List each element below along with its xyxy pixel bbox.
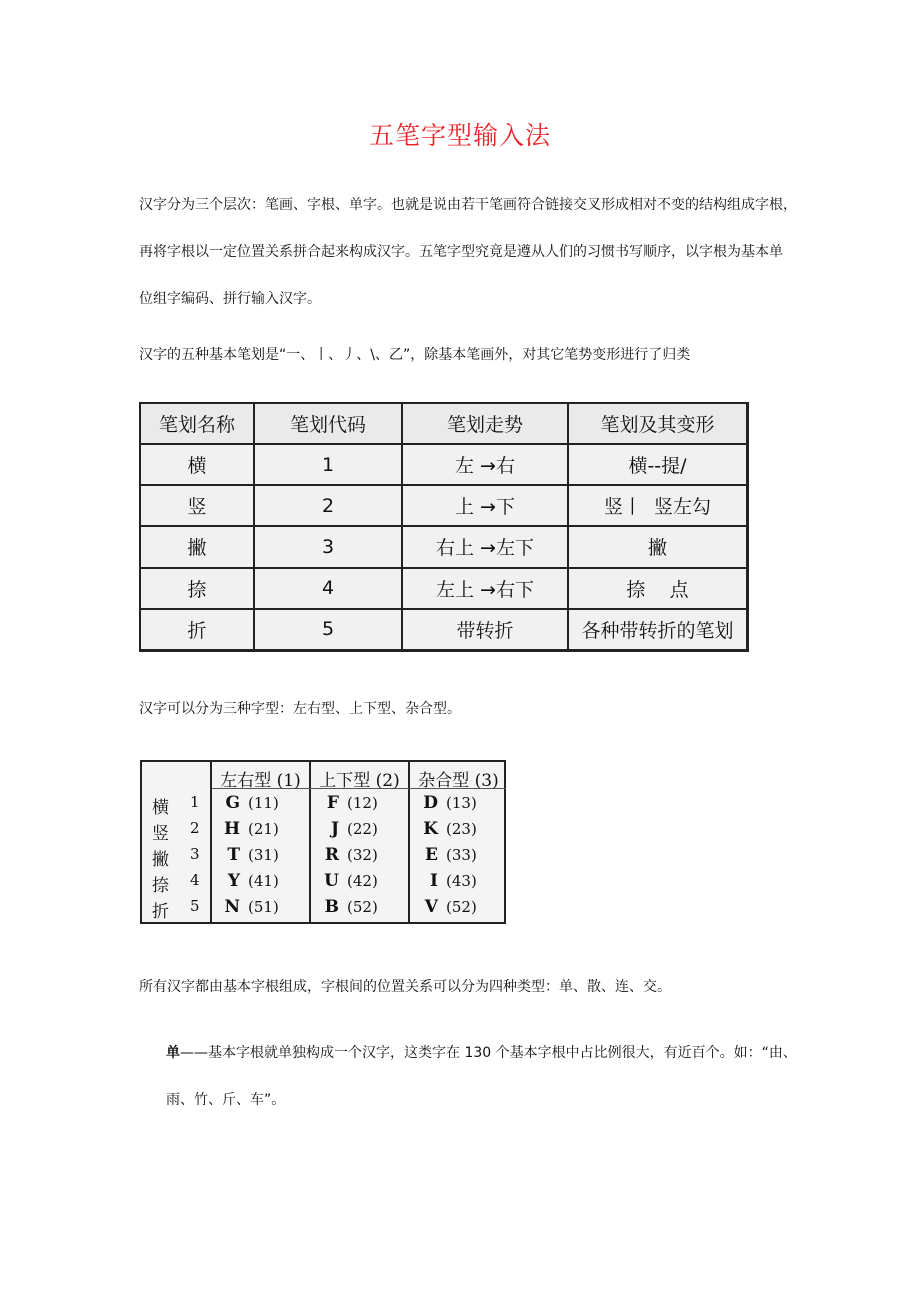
key-code: (33) xyxy=(446,846,477,864)
table-row xyxy=(140,485,748,526)
stroke-name: 横 xyxy=(152,798,169,818)
key-letter: B xyxy=(324,897,339,917)
table-cell: 左 →右 xyxy=(402,444,568,485)
stroke-number: 5 xyxy=(190,897,200,915)
table-cell: 上 →下 xyxy=(402,485,568,526)
table-cell: 带转折 xyxy=(402,609,568,651)
key-letter: I xyxy=(430,871,438,891)
table-cell: 横 xyxy=(140,444,254,485)
single-line: 雨、竹、斤、车”。 xyxy=(166,1092,286,1108)
relations-line: 所有汉字都由基本字根组成，字根间的位置关系可以分为四种类型：单、散、连、交。 xyxy=(139,979,671,995)
table-cell: 左上 →右下 xyxy=(402,568,568,609)
key-code: (42) xyxy=(347,872,378,890)
shape-cell xyxy=(212,845,309,865)
shape-cell xyxy=(212,897,309,917)
key-letter: F xyxy=(326,793,339,813)
table-cell: 竖丨 竖左勾 xyxy=(568,485,748,526)
shape-row xyxy=(142,869,508,895)
table-cell: 各种带转折的笔划 xyxy=(568,609,748,651)
table-cell: 右上 →左下 xyxy=(402,526,568,567)
table-cell: 5 xyxy=(254,609,402,651)
key-letter: J xyxy=(330,819,339,839)
shape-cell xyxy=(410,793,507,813)
key-code: (11) xyxy=(248,794,279,812)
shape-header: 上下型 (2) xyxy=(319,771,400,791)
table-row xyxy=(140,568,748,609)
stroke-name: 竖 xyxy=(152,824,169,844)
key-code: (52) xyxy=(347,898,378,916)
key-letter: Y xyxy=(227,871,240,891)
shapes-line: 汉字可以分为三种字型：左右型、上下型、杂合型。 xyxy=(139,701,461,717)
shape-header: 杂合型 (3) xyxy=(418,771,499,791)
key-letter: R xyxy=(324,845,339,865)
table-cell: 捺 xyxy=(140,568,254,609)
term-description: ——基本字根就单独构成一个汉字，这类字在 130 个基本字根中占比例很大，有近百个。如：“由、 xyxy=(180,1045,797,1061)
table-row xyxy=(140,444,748,485)
strokes-paragraph xyxy=(139,346,789,364)
stroke-number: 4 xyxy=(190,871,200,889)
key-code: (22) xyxy=(347,820,378,838)
table-cell: 撇 xyxy=(568,526,748,567)
table-cell: 竖 xyxy=(140,485,254,526)
key-code: (31) xyxy=(248,846,279,864)
shape-cell xyxy=(212,871,309,891)
key-code: (41) xyxy=(248,872,279,890)
shape-cell xyxy=(311,819,408,839)
stroke-number: 3 xyxy=(190,845,200,863)
key-code: (43) xyxy=(446,872,477,890)
key-letter: G xyxy=(225,793,240,813)
table-cell: 撇 xyxy=(140,526,254,567)
table-cell: 1 xyxy=(254,444,402,485)
stroke-name: 撇 xyxy=(152,850,169,870)
page-title: 五笔字型输入法 xyxy=(368,121,551,150)
single-paragraph xyxy=(166,1044,816,1109)
shape-cell xyxy=(212,793,309,813)
key-letter: E xyxy=(425,845,438,865)
header-cell: 笔划走势 xyxy=(402,403,568,444)
key-code: (23) xyxy=(446,820,477,838)
key-letter: T xyxy=(227,845,240,865)
intro-line: 再将字根以一定位置关系拼合起来构成汉字。五笔字型究竟是遵从人们的习惯书写顺序，以字根为基本单 xyxy=(139,244,783,260)
shape-row xyxy=(142,895,508,921)
shape-cell xyxy=(311,845,408,865)
key-code: (13) xyxy=(446,794,477,812)
key-code: (51) xyxy=(248,898,279,916)
header-cell: 笔划代码 xyxy=(254,403,402,444)
shape-row xyxy=(142,817,508,843)
table-cell: 捺 点 xyxy=(568,568,748,609)
stroke-name: 折 xyxy=(152,902,169,922)
stroke-number: 1 xyxy=(190,793,200,811)
key-code: (21) xyxy=(248,820,279,838)
key-code: (32) xyxy=(347,846,378,864)
table-row xyxy=(140,526,748,567)
single-line xyxy=(166,1044,816,1062)
shape-cell xyxy=(410,819,507,839)
intro-paragraph xyxy=(139,196,797,308)
table-cell: 3 xyxy=(254,526,402,567)
shape-header: 左右型 (1) xyxy=(220,771,301,791)
key-letter: D xyxy=(423,793,438,813)
key-code: (52) xyxy=(446,898,477,916)
stroke-table xyxy=(139,402,749,652)
key-letter: U xyxy=(324,871,339,891)
table-cell: 2 xyxy=(254,485,402,526)
shape-cell xyxy=(311,897,408,917)
shape-cell xyxy=(212,819,309,839)
intro-line: 位组字编码、拼行输入汉字。 xyxy=(139,291,321,307)
key-letter: V xyxy=(424,897,438,917)
shape-cell xyxy=(410,871,507,891)
intro-line: 汉字分为三个层次：笔画、字根、单字。也就是说由若干笔画符合链接交叉形成相对不变的结构组成字根， xyxy=(139,197,797,213)
table-cell: 横--提/ xyxy=(568,444,748,485)
table-row xyxy=(140,609,748,651)
term-label: 单 xyxy=(166,1045,180,1061)
shape-cell xyxy=(410,845,507,865)
table-cell: 4 xyxy=(254,568,402,609)
table-header-row xyxy=(140,403,748,444)
table-cell: 折 xyxy=(140,609,254,651)
header-cell: 笔划名称 xyxy=(140,403,254,444)
shape-cell xyxy=(410,897,507,917)
relations-paragraph xyxy=(139,978,789,996)
shape-cell xyxy=(311,871,408,891)
key-letter: K xyxy=(423,819,438,839)
header-cell: 笔划及其变形 xyxy=(568,403,748,444)
key-letter: H xyxy=(223,819,240,839)
key-letter: N xyxy=(224,897,240,917)
shape-row xyxy=(142,791,508,817)
shape-table xyxy=(140,760,506,924)
shapes-paragraph xyxy=(139,700,789,718)
shape-row xyxy=(142,843,508,869)
stroke-number: 2 xyxy=(190,819,200,837)
stroke-name: 捺 xyxy=(152,876,169,896)
shape-cell xyxy=(311,793,408,813)
strokes-line: 汉字的五种基本笔划是“一、丨、丿、\、乙”，除基本笔画外，对其它笔势变形进行了归类 xyxy=(139,347,691,363)
key-code: (12) xyxy=(347,794,378,812)
